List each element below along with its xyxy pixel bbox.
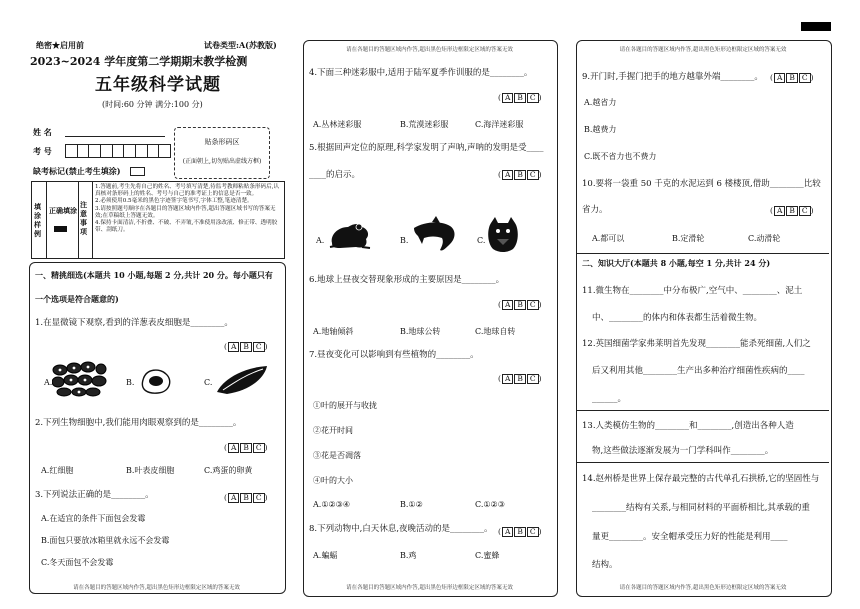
q3-option-b: B.面包只要放冰箱里就永远不会发霉 <box>41 536 170 545</box>
bottom-bar-middle: 请在各题目的答题区域内作答,超出黑色矩形边框限定区域的答案无效 <box>346 585 513 591</box>
q8-option-c: C.蜜蜂 <box>475 551 500 560</box>
q1-option-b: B. <box>126 378 135 387</box>
choice-a[interactable]: A <box>774 206 785 216</box>
q9-option-a: A.越省力 <box>584 98 617 107</box>
frog-icon <box>326 217 372 251</box>
choice-b[interactable]: B <box>514 300 526 310</box>
answer-choice-q9[interactable]: ( A B C ) <box>770 73 814 82</box>
q8-option-b: B.鸡 <box>400 551 417 560</box>
choice-c[interactable]: C <box>527 93 539 103</box>
q7-option-c: C.①②③ <box>475 500 505 509</box>
q1-option-a: A. <box>44 378 53 387</box>
q4-option-a: A.丛林迷彩服 <box>313 120 362 129</box>
barcode-note: (正面朝上,切勿贴出虚线方框) <box>182 158 262 165</box>
q9-option-c: C.既不省力也不费力 <box>584 152 657 161</box>
top-bar-right: 请在各题目的答题区域内作答,超出黑色矩形边框限定区域的答案无效 <box>619 47 787 53</box>
q3-option-c: C.冬天面包不会发霉 <box>41 558 114 567</box>
top-bar-middle: 请在各题目的答题区域内作答,超出黑色矩形边框限定区域的答案无效 <box>346 47 513 53</box>
q10-option-a: A.都可以 <box>592 234 625 243</box>
q7-item: ②花开时间 <box>313 426 353 435</box>
choice-b[interactable]: B <box>240 342 252 352</box>
section1-title: 一、精挑细选(本题共 10 小题,每题 2 分,共计 20 分。每小题只有 <box>35 270 273 280</box>
question-5: 5.根据回声定位的原理,科学家发明了声呐,声呐的发明是受____ <box>309 143 544 153</box>
question-12-line2: 后又利用其他________生产出多种治疗细菌性疾病的____ <box>592 366 805 376</box>
choice-c[interactable]: C <box>527 170 539 180</box>
page-title: 五年级科学试题 <box>95 75 221 95</box>
note-item: 1.答题前,考生先将自己的姓名、考号填写清楚,待监考教师粘贴条形码后,认真核对条形码上的姓名、考号与自己的准考证上的信息是否一致。 <box>95 184 280 198</box>
q6-option-c: C.地球自转 <box>475 327 516 336</box>
choice-a[interactable]: A <box>228 342 239 352</box>
choice-a[interactable]: A <box>502 93 513 103</box>
question-1: 1.在显微镜下观察,看到的洋葱表皮细胞是________。 <box>35 318 233 328</box>
question-14: 14.赵州桥是世界上保存最完整的古代单孔石拱桥,它的坚固性与 <box>582 474 820 484</box>
secret-label: 绝密★启用前 <box>36 40 84 50</box>
question-5-cont: ____的启示。 <box>309 170 361 180</box>
q10-option-b: B.定滑轮 <box>672 234 705 243</box>
choice-c[interactable]: C <box>799 206 811 216</box>
question-9: 9.开门时,手握门把手的地方越靠外端________。 <box>582 72 763 82</box>
answer-choice-q4[interactable]: ( A B C ) <box>498 93 542 102</box>
choice-b[interactable]: B <box>786 73 798 83</box>
bat-icon <box>485 215 521 253</box>
q8-option-a: A.蝙蝠 <box>313 551 338 560</box>
choice-c[interactable]: C <box>527 527 539 537</box>
section-divider <box>577 462 829 463</box>
q6-option-a: A.地轴倾斜 <box>313 327 354 336</box>
answer-choice-q10[interactable]: ( A B C ) <box>770 206 814 215</box>
question-13: 13.人类模仿生物的________和________,创造出各种人造 <box>582 421 794 431</box>
q7-option-b: B.①② <box>400 500 423 509</box>
choice-c[interactable]: C <box>253 443 265 453</box>
absent-label: 缺考标记(禁止考生填涂) <box>33 166 121 176</box>
q10-option-c: C.动滑轮 <box>748 234 781 243</box>
exam-no-grid[interactable] <box>65 144 171 158</box>
question-11: 11.微生物在________中分布极广,空气中、________、泥土 <box>582 286 803 296</box>
question-3: 3.下列说法正确的是________。 <box>35 490 154 500</box>
notes-box <box>31 181 285 259</box>
name-label: 姓 名 <box>33 127 52 137</box>
correct-fill-label: 正确填涂 <box>49 206 77 215</box>
time-score: (时间:60 分钟 满分:100 分) <box>102 100 203 109</box>
answer-choice-q7[interactable]: ( A B C ) <box>498 374 542 383</box>
answer-choice-q8[interactable]: ( A B C ) <box>498 527 542 536</box>
fill-example-label: 填涂样例 <box>34 202 41 238</box>
q2-option-a: A.红细胞 <box>41 466 74 475</box>
question-7: 7.昼夜变化可以影响到有些植物的________。 <box>309 350 479 360</box>
note-item: 2.必须使用0.5毫米的黑色字迹签字笔书写,字体工整,笔迹清楚。 <box>95 198 253 205</box>
section-divider <box>577 410 829 411</box>
notes-label: 注意事项 <box>80 200 87 236</box>
choice-b[interactable]: B <box>514 170 526 180</box>
correct-fill-mark <box>54 226 67 232</box>
choice-a[interactable]: A <box>502 527 513 537</box>
note-item: 3.请按照题号顺序在各题目的答题区域内作答,超出答题区域书写的答案无效;在草稿纸上答题无效。 <box>95 205 276 219</box>
q5-option-b: B. <box>400 236 409 245</box>
dolphin-icon <box>410 214 460 254</box>
name-field[interactable] <box>65 136 165 137</box>
choice-c[interactable]: C <box>253 342 265 352</box>
note-item: 4.保持卡面清洁,不折叠、不破、不弄皱,不准使用涂改液、修正带、透明胶带、刮纸刀。 <box>95 220 278 234</box>
choice-c[interactable]: C <box>527 374 539 384</box>
question-6: 6.地球上昼夜交替现象形成的主要原因是________。 <box>309 275 505 285</box>
choice-c[interactable]: C <box>527 300 539 310</box>
choice-b[interactable]: B <box>514 374 526 384</box>
year-title: 2023~2024 学年度第二学期期末教学检测 <box>30 55 248 68</box>
question-2: 2.下列生物细胞中,我们能用肉眼观察到的是________。 <box>35 418 242 428</box>
absent-checkbox[interactable] <box>130 167 145 176</box>
section2-title: 二、知识大厅(本题共 8 小题,每空 1 分,共计 24 分) <box>582 258 771 268</box>
choice-a[interactable]: A <box>228 443 239 453</box>
choice-a[interactable]: A <box>774 73 785 83</box>
q2-option-c: C.鸡蛋的卵黄 <box>204 466 253 475</box>
choice-a[interactable]: A <box>502 300 513 310</box>
question-14-line2: ________结构有关系,与相同材料的平面桥相比,其承载的重 <box>592 503 810 513</box>
answer-choice-q1[interactable]: ( A B C ) <box>224 342 268 351</box>
section1-title-cont: 一个选项是符合题意的) <box>35 294 119 304</box>
q7-item: ③花是否凋落 <box>313 451 361 460</box>
answer-choice-q5[interactable]: ( A B C ) <box>498 170 542 179</box>
q4-option-c: C.海洋迷彩服 <box>475 120 524 129</box>
question-8: 8.下列动物中,白天休息,夜晚活动的是________。 <box>309 524 493 534</box>
question-4: 4.下面三种迷彩服中,适用于陆军夏季作训服的是________。 <box>309 68 533 78</box>
choice-b[interactable]: B <box>514 527 526 537</box>
choice-b[interactable]: B <box>514 93 526 103</box>
question-10: 10.要将一袋重 50 千克的水泥运到 6 楼楼顶,借助________比较 <box>582 179 821 189</box>
q3-option-a: A.在适宜的条件下面包会发霉 <box>41 514 146 523</box>
cell-blob-icon <box>138 366 174 396</box>
leaf-cell-icon <box>213 362 273 398</box>
choice-c[interactable]: C <box>253 493 265 503</box>
q9-option-b: B.越费力 <box>584 125 617 134</box>
question-14-line3: 量更________。安全帽承受压力好的性能是利用____ <box>592 532 788 542</box>
onion-cells-icon <box>52 360 107 398</box>
choice-b[interactable]: B <box>240 443 252 453</box>
choice-a[interactable]: A <box>502 170 513 180</box>
barcode-title: 贴条形码区 <box>204 138 240 146</box>
q5-option-a: A. <box>316 236 325 245</box>
q2-option-b: B.叶表皮细胞 <box>126 466 175 475</box>
choice-b[interactable]: B <box>786 206 798 216</box>
bottom-bar-right: 请在各题目的答题区域内作答,超出黑色矩形边框限定区域的答案无效 <box>619 585 787 591</box>
question-14-line4: 结构。 <box>592 560 618 570</box>
answer-choice-q3[interactable]: ( A B C ) <box>224 493 268 502</box>
q4-option-b: B.荒漠迷彩服 <box>400 120 449 129</box>
q1-option-c: C. <box>204 378 213 387</box>
question-10-cont: 省力。 <box>582 205 608 215</box>
choice-b[interactable]: B <box>240 493 252 503</box>
choice-a[interactable]: A <box>502 374 513 384</box>
choice-c[interactable]: C <box>799 73 811 83</box>
choice-a[interactable]: A <box>228 493 239 503</box>
question-13-line2: 物,这些做法逐渐发展为一门学科叫作________。 <box>592 446 774 456</box>
q7-option-a: A.①②③④ <box>313 500 351 509</box>
bottom-bar-left: 请在各题目的答题区域内作答,超出黑色矩形边框限定区域的答案无效 <box>73 585 240 591</box>
q7-item: ①叶的展开与收拢 <box>313 401 377 410</box>
section-divider <box>577 253 829 254</box>
paper-type: 试卷类型:A(苏教版) <box>204 40 277 50</box>
question-12-line3: ______。 <box>592 394 627 404</box>
corner-marker <box>801 22 831 31</box>
question-12: 12.英国细菌学家弗莱明首先发现________能杀死细菌,人们之 <box>582 339 811 349</box>
answer-choice-q2[interactable]: ( A B C ) <box>224 443 268 452</box>
exam-no-label: 考 号 <box>33 146 52 156</box>
q6-option-b: B.地球公转 <box>400 327 441 336</box>
answer-choice-q6[interactable]: ( A B C ) <box>498 300 542 309</box>
q5-option-c: C. <box>477 236 486 245</box>
q7-item: ④叶的大小 <box>313 476 353 485</box>
question-11-line2: 中、________的体内和体表都生活着微生物。 <box>592 313 763 323</box>
barcode-area <box>174 127 270 179</box>
